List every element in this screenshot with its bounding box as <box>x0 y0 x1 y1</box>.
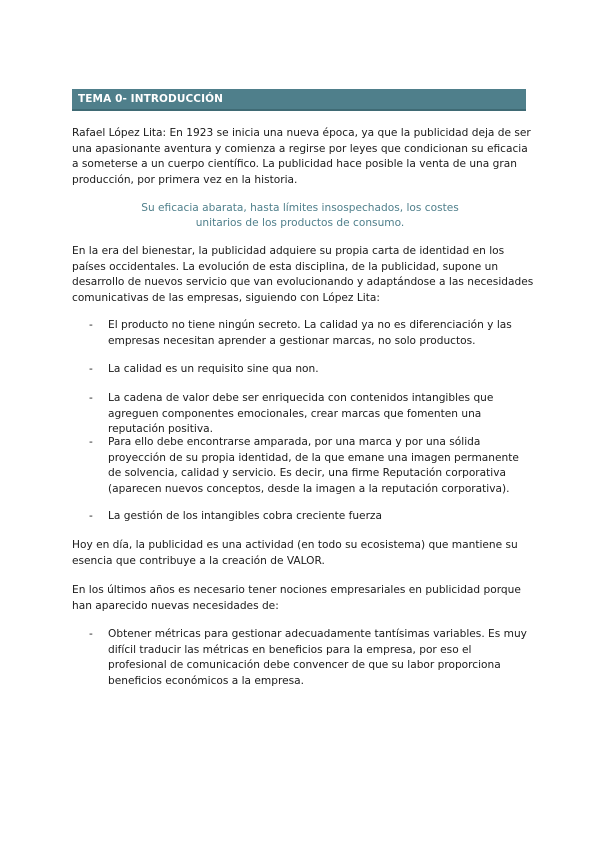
list-item: Para ello debe encontrarse amparada, por una marca y por una sólida proyección de su propia identidad, de la que emane una imagen permanente de solvencia, calidad y servicio. Es decir, una firme Reputación corporativa (aparecen nuevos conceptos, desde la imagen a la reputación corporativa). <box>108 436 519 495</box>
bullet-dash: - <box>89 363 93 375</box>
highlight-quote: Su eficacia abarata, hasta límites insospechados, los costes unitarios de los productos de consumo. <box>141 202 459 229</box>
bullet-dash: - <box>89 628 93 640</box>
bullet-dash: - <box>89 510 93 522</box>
bullet-dash: - <box>89 436 93 448</box>
list-item: La cadena de valor debe ser enriquecida con contenidos intangibles que agreguen componentes emocionales, crear marcas que fomenten una reputación positiva. <box>108 392 494 435</box>
intro-paragraph: Rafael López Lita: En 1923 se inicia una nueva época, ya que la publicidad deja de ser una apasionante aventura y comienza a regirse por leyes que condicionan su eficacia a someterse a un cuerpo científico. La publicidad hace posible la venta de una gran producción, por primera vez en la historia. <box>72 127 531 186</box>
list-item: Obtener métricas para gestionar adecuadamente tantísimas variables. Es muy difícil traducir las métricas en beneficios para la empresa, por eso el profesional de comunicación debe convencer de que su labor proporciona beneficios económicos a la empresa. <box>108 628 527 687</box>
paragraph-hoy-en-dia: Hoy en día, la publicidad es una actividad (en todo su ecosistema) que mantiene su esencia que contribuye a la creación de VALOR. <box>72 539 518 567</box>
bullet-dash: - <box>89 392 93 404</box>
list-item: El producto no tiene ningún secreto. La calidad ya no es diferenciación y las empresas necesitan aprender a gestionar marcas, no solo productos. <box>108 319 512 347</box>
list-item: La gestión de los intangibles cobra creciente fuerza <box>108 510 382 522</box>
section-title: TEMA 0- INTRODUCCIÓN <box>78 93 224 105</box>
section-header <box>72 89 526 111</box>
list-item: La calidad es un requisito sine qua non. <box>108 363 319 375</box>
paragraph-ultimos-anos: En los últimos años es necesario tener nociones empresariales en publicidad porque han aparecido nuevas necesidades de: <box>72 584 521 612</box>
bullet-dash: - <box>89 319 93 331</box>
paragraph-era-bienestar: En la era del bienestar, la publicidad adquiere su propia carta de identidad en los países occidentales. La evolución de esta disciplina, de la publicidad, supone un desarrollo de nuevos servicio que van evolucionando y adaptándose a las necesidades comunicativas de las empresas, siguiendo con López Lita: <box>72 245 534 304</box>
